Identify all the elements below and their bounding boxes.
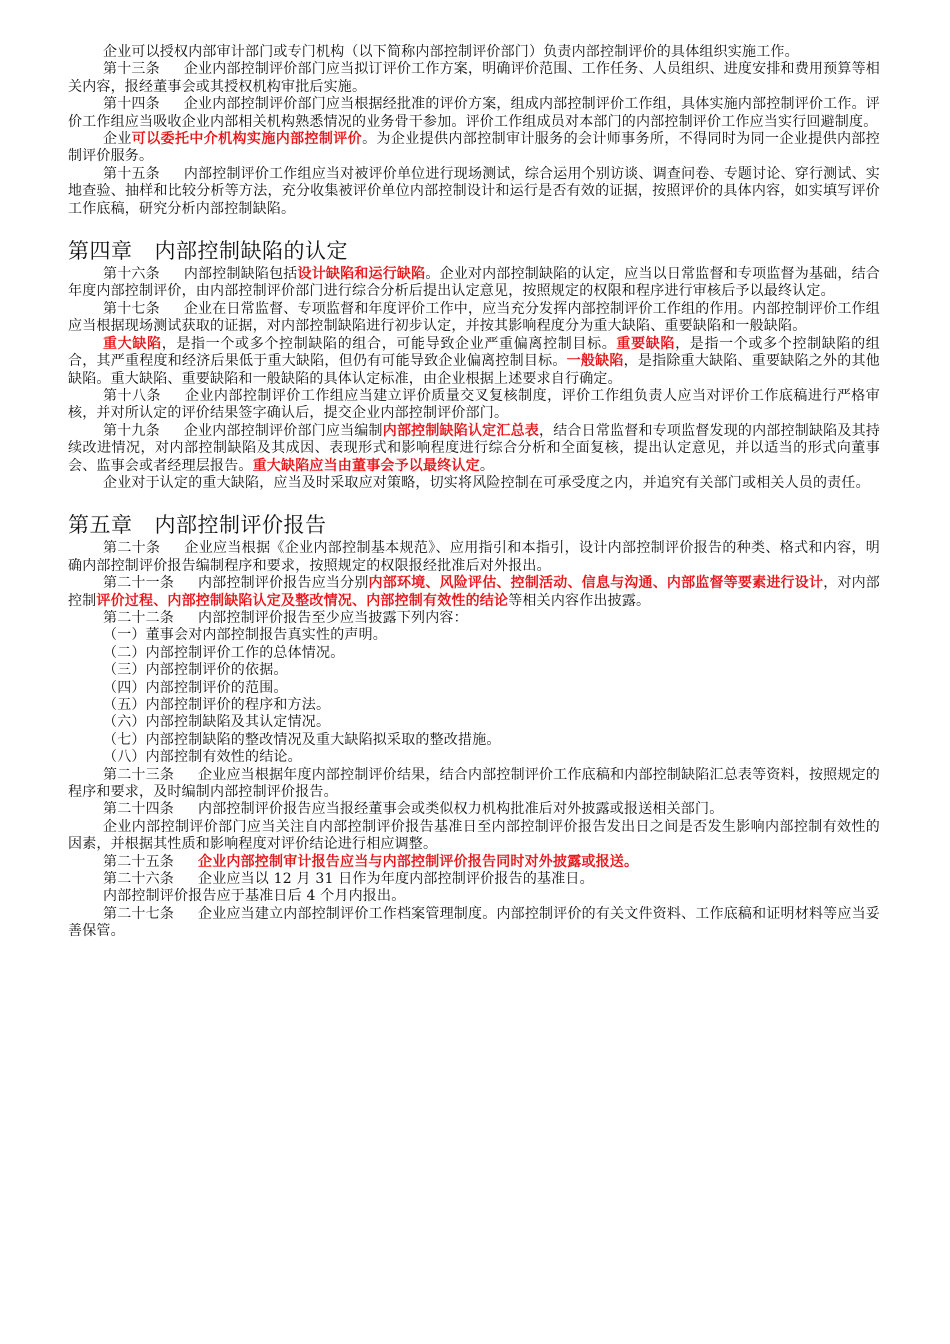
article-number: 第二十四条 — [103, 801, 174, 818]
text-run: 企业可以授权内部审计部门或专门机构（以下简称内部控制评价部门）负责内部控制评价的具体组织实施工作。 — [103, 44, 799, 60]
paragraph — [68, 540, 880, 575]
article-number: 第二十六条 — [103, 871, 174, 888]
paragraph — [68, 61, 880, 96]
chapter-title: 内部控制缺陷的认定 — [154, 239, 348, 264]
text-run: 内部控制评价报告应当报经董事会或类似权力机构批准后对外披露或报送相关部门。 — [198, 801, 724, 818]
paragraph — [68, 749, 880, 766]
paragraph — [68, 906, 880, 941]
chapter-title: 内部控制评价报告 — [154, 513, 327, 538]
text-run: 。 — [479, 457, 495, 474]
article-number: 第十九条 — [103, 422, 160, 439]
paragraph — [68, 388, 880, 423]
highlighted-text: 可以委托中介机构实施内部控制评价 — [131, 131, 363, 148]
paragraph — [68, 854, 880, 871]
paragraph — [68, 266, 880, 301]
paragraph — [68, 767, 880, 802]
text-run: （五）内部控制评价的程序和方法。 — [103, 697, 331, 713]
text-run: 企业内部控制评价部门应当关注自内部控制评价报告基准日至内部控制评价报告发出日之间是否发生影响内部控制有效性的因素，并根据其性质和影响程度对评价结论进行相应调整。 — [68, 818, 880, 853]
text-run: 企业内部控制评价部门应当编制 — [183, 422, 383, 439]
text-run: 。为企业提供内部控制审计服务的会计师事务所，不得同时为同一企业提供内部控制评价服务。 — [68, 131, 881, 165]
text-run: 企业应当以 12 月 31 日作为年度内部控制评价报告的基准日。 — [198, 871, 594, 888]
article-number: 第二十三条 — [103, 766, 175, 783]
paragraph — [68, 575, 880, 610]
article-number: 第二十五条 — [103, 853, 174, 870]
text-run: 企业应当建立内部控制评价工作档案管理制度。内部控制评价的有关文件资料、工作底稿和证明材料等应当妥善保管。 — [68, 905, 880, 940]
paragraph — [68, 697, 880, 714]
chapter-number: 第五章 — [68, 513, 133, 538]
paragraph — [68, 819, 880, 854]
paragraph — [68, 645, 880, 662]
chapter-heading — [68, 238, 880, 264]
highlighted-text: 重大缺陷 — [103, 335, 162, 352]
paragraph — [68, 680, 880, 697]
highlighted-text: 设计缺陷和运行缺陷 — [297, 266, 426, 283]
text-run: （七）内部控制缺陷的整改情况及重大缺陷拟采取的整改措施。 — [103, 731, 501, 748]
text-run: 企业应当根据《企业内部控制基本规范》、应用指引和本指引，设计内部控制评价报告的种类、格式和内容，明确内部控制评价报告编制程序和要求，按照规定的权限报经批准后对外报出。 — [68, 540, 880, 574]
highlighted-text: 内部控制缺陷认定汇总表 — [382, 422, 540, 439]
highlighted-text: 内部环境、风险评估、控制活动、信息与沟通、内部监督等要素进行设计 — [368, 575, 824, 592]
text-run: 企业内部控制评价部门应当根据经批准的评价方案，组成内部控制评价工作组，具体实施内部控制评价工作。评价工作组应当吸收企业内部相关机构熟悉情况的业务骨干参加。评价工作组成员对本部门的内部控制评价工作应当实行回避制度。 — [68, 96, 881, 130]
text-run: （二）内部控制评价工作的总体情况。 — [103, 644, 345, 661]
paragraph — [68, 610, 880, 627]
text-run: （六）内部控制缺陷及其认定情况。 — [103, 714, 331, 731]
text-run: 内部控制缺陷包括 — [183, 266, 298, 283]
text-run: ，是指一个或多个控制缺陷的组合，其严重程度和经济后果低于重大缺陷，但仍有可能导致企业偏离控制目标。 — [68, 335, 880, 370]
text-run: 内部控制评价工作组应当对被评价单位进行现场测试，综合运用个别访谈、调查问卷、专题讨论、穿行测试、实地查验、抽样和比较分析等方法，充分收集被评价单位内部控制设计和运行是否有效的证据，按照评价的具体内容，如实填写评价工作底稿，研究分析内部控制缺陷。 — [68, 165, 881, 217]
chapter-heading — [68, 512, 880, 538]
paragraph — [68, 871, 880, 888]
paragraph — [68, 714, 880, 731]
text-run: ，是指除重大缺陷、重要缺陷之外的其他缺陷。重大缺陷、重要缺陷和一般缺陷的具体认定标准，由企业根据上述要求自行确定。 — [68, 353, 880, 387]
article-number: 第十四条 — [103, 96, 160, 113]
article-number: 第二十二条 — [103, 609, 174, 626]
document-page — [68, 44, 880, 941]
article-number: 第十五条 — [103, 165, 160, 182]
text-run: 内部控制评价报告应于基准日后 4 个月内报出。 — [103, 888, 406, 905]
paragraph — [68, 801, 880, 818]
text-run: ，结合日常监督和专项监督发现的内部控制缺陷及其持续改进情况，对内部控制缺陷及其成因、表现形式和影响程度进行综合分析和全面复核，提出认定意见，并以适当的形式向董事会、监事会或者经理层报告。 — [68, 422, 880, 474]
text-run: ，是指一个或多个控制缺陷的组合，可能导致企业严重偏离控制目标。 — [161, 335, 617, 352]
paragraph — [68, 96, 880, 131]
highlighted-text: 重大缺陷应当由董事会予以最终认定 — [252, 457, 480, 474]
paragraph — [68, 166, 880, 218]
text-run: 内部控制评价报告应当分别 — [198, 575, 369, 592]
highlighted-text: 企业内部控制审计报告应当与内部控制评价报告同时对外披露或报送。 — [198, 853, 639, 870]
text-run: （八）内部控制有效性的结论。 — [103, 749, 302, 766]
highlighted-text: 评价过程、内部控制缺陷认定及整改情况、内部控制有效性的结论 — [96, 592, 509, 609]
text-run: ，对内部控制 — [68, 575, 881, 609]
text-run: 企业 — [103, 131, 132, 148]
text-run: （三）内部控制评价的依据。 — [103, 662, 288, 679]
paragraph — [68, 732, 880, 749]
text-run: 。企业对内部控制缺陷的认定，应当以日常监督和专项监督为基础，结合年度内部控制评价，由内部控制评价部门进行综合分析后提出认定意见，按照规定的权限和程序进行审核后予以最终认定。 — [68, 266, 880, 300]
paragraph — [68, 301, 880, 336]
text-run: 企业对于认定的重大缺陷，应当及时采取应对策略，切实将风险控制在可承受度之内，并追究有关部门或相关人员的责任。 — [103, 474, 870, 491]
text-run: （一）董事会对内部控制报告真实性的声明。 — [103, 627, 387, 644]
paragraph — [68, 131, 880, 166]
paragraph — [68, 475, 880, 492]
text-run: （四）内部控制评价的范围。 — [103, 679, 288, 696]
article-number: 第二十条 — [103, 540, 161, 557]
highlighted-text: 一般缺陷 — [566, 353, 624, 370]
text-run: 企业应当根据年度内部控制评价结果，结合内部控制评价工作底稿和内部控制缺陷汇总表等资料，按照规定的程序和要求，及时编制内部控制评价报告。 — [68, 766, 880, 801]
paragraph — [68, 423, 880, 475]
paragraph — [68, 662, 880, 679]
paragraph — [68, 44, 880, 61]
article-number: 第十七条 — [103, 300, 160, 317]
paragraph — [68, 627, 880, 644]
text-run: 企业在日常监督、专项监督和年度评价工作中，应当充分发挥内部控制评价工作组的作用。内部控制评价工作组应当根据现场测试获取的证据，对内部控制缺陷进行初步认定，并按其影响程度分为重大缺陷、重要缺陷和一般缺陷。 — [68, 300, 881, 335]
article-number: 第二十七条 — [103, 905, 175, 922]
article-number: 第十三条 — [103, 61, 160, 78]
article-number: 第十八条 — [103, 387, 161, 404]
text-run: 企业内部控制评价部门应当拟订评价工作方案，明确评价范围、工作任务、人员组织、进度安排和费用预算等相关内容，报经董事会或其授权机构审批后实施。 — [68, 61, 881, 95]
text-run: 等相关内容作出披露。 — [508, 592, 651, 609]
highlighted-text: 重要缺陷 — [616, 335, 676, 352]
chapter-number: 第四章 — [68, 239, 133, 264]
paragraph — [68, 888, 880, 905]
text-run: 企业内部控制评价工作组应当建立评价质量交叉复核制度，评价工作组负责人应当对评价工作底稿进行严格审核，并对所认定的评价结果签字确认后，提交企业内部控制评价部门。 — [68, 387, 880, 422]
text-run: 内部控制评价报告至少应当披露下列内容： — [198, 609, 468, 626]
paragraph — [68, 336, 880, 388]
article-number: 第十六条 — [103, 266, 160, 283]
article-number: 第二十一条 — [103, 575, 175, 592]
